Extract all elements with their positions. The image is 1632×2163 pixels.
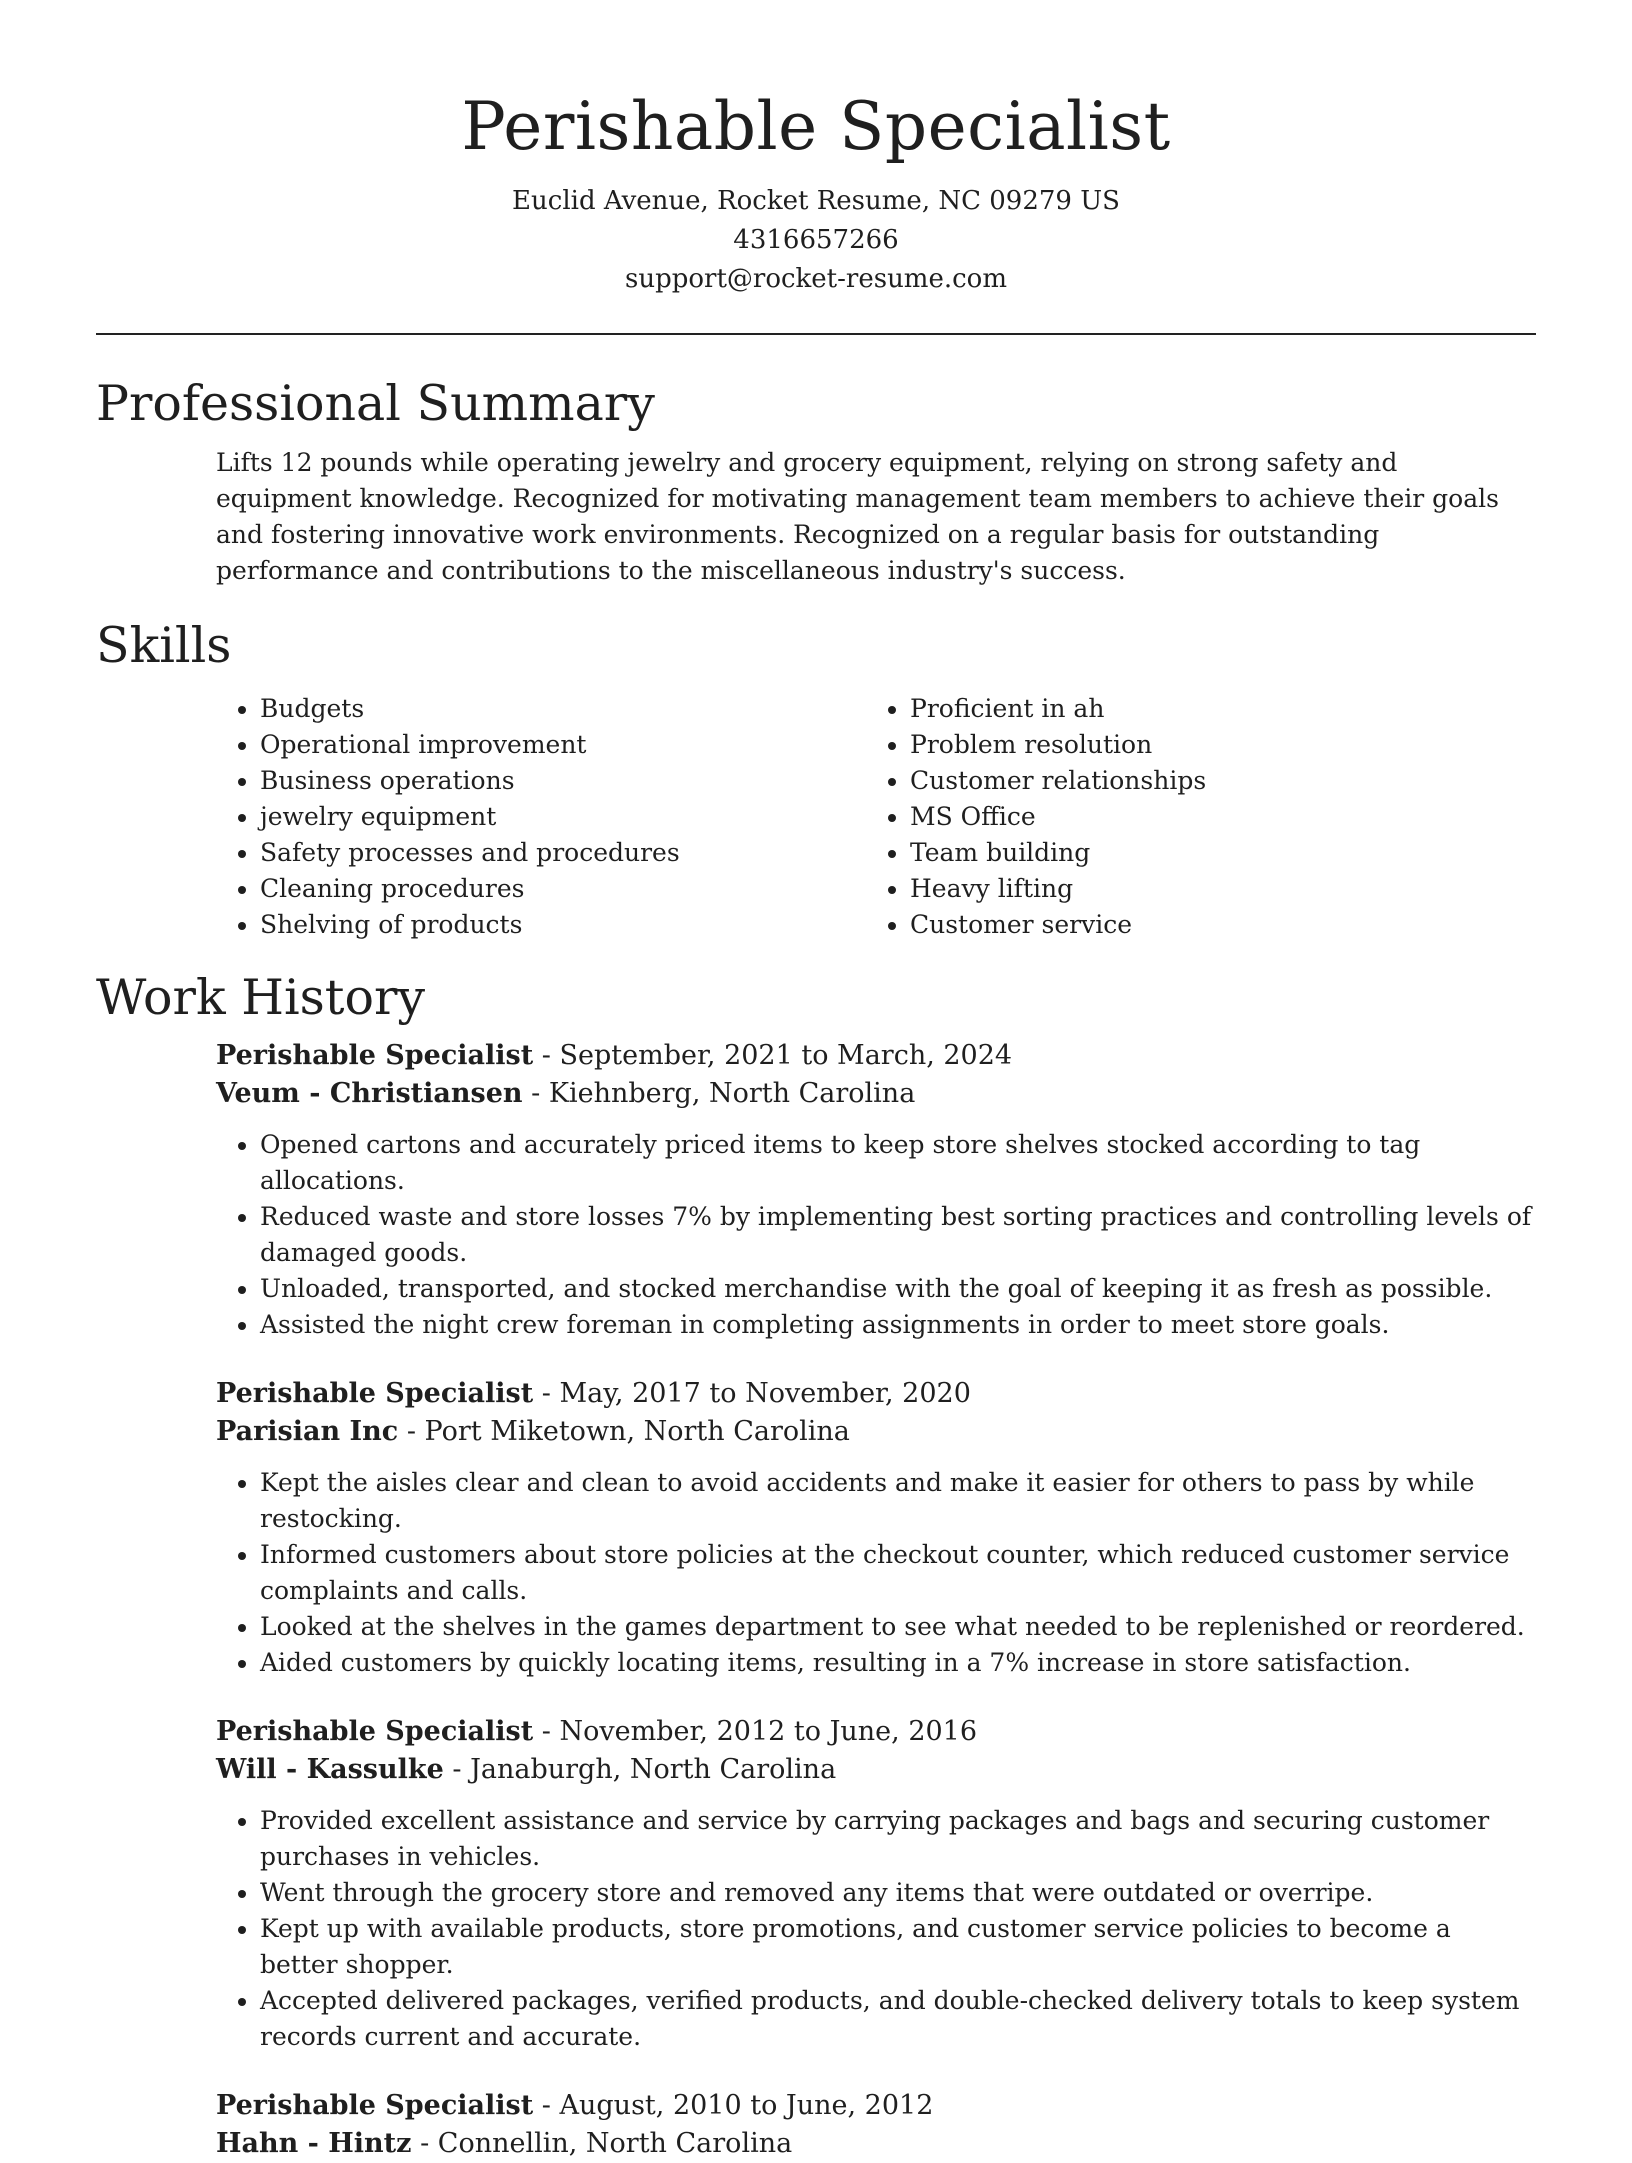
phone-number: 4316657266	[733, 225, 899, 255]
skill-item: • Team building	[910, 835, 1206, 871]
email-address: support@rocket-resume.com	[624, 264, 1007, 294]
job-company-line	[216, 1413, 1536, 1451]
job-company: Veum - Christiansen	[216, 1078, 523, 1109]
job-location: Janaburgh, North Carolina	[470, 1754, 837, 1785]
job-entry	[216, 1037, 1536, 1343]
contact-info	[96, 182, 1536, 299]
separator: -	[398, 1416, 425, 1447]
separator: -	[533, 1716, 560, 1747]
separator: -	[522, 1078, 549, 1109]
job-duty: • Looked at the shelves in the games department to see what needed to be replenished or reordered.	[260, 1609, 1536, 1645]
job-duty: • Reduced waste and store losses 7% by implementing best sorting practices and controlling levels of damaged goods.	[260, 1199, 1536, 1271]
job-entry	[216, 2087, 1536, 2163]
skills-list	[216, 691, 1536, 943]
job-company: Will - Kassulke	[216, 1754, 444, 1785]
summary-heading: Professional Summary	[96, 375, 655, 432]
skill-item: • Operational improvement	[260, 727, 866, 763]
skill-item: • Business operations	[260, 763, 866, 799]
skill-item: • Problem resolution	[910, 727, 1206, 763]
job-duty: • Kept up with available products, store promotions, and customer service policies to become a better shopper.	[260, 1911, 1536, 1983]
job-title-line	[216, 1037, 1536, 1075]
job-duties	[216, 1803, 1536, 2055]
job-duty: • Unloaded, transported, and stocked merchandise with the goal of keeping it as fresh as possible.	[260, 1271, 1536, 1307]
skill-item: • Cleaning procedures	[260, 871, 866, 907]
summary-text: Lifts 12 pounds while operating jewelry and grocery equipment, relying on strong safety and equipment knowledge. Recognized for motivating management team members to achieve their goals and fostering innovative work environments. Recognized on a regular basis for outstanding performance and contributions to the miscellaneous industry's success.	[216, 448, 1499, 585]
skills-heading: Skills	[96, 617, 232, 674]
job-title-line	[216, 1713, 1536, 1751]
job-entry	[216, 1713, 1536, 2055]
header-divider	[96, 333, 1536, 335]
job-title-line	[216, 2087, 1536, 2125]
resume-header	[96, 0, 1536, 299]
job-role: Perishable Specialist	[216, 1040, 534, 1071]
skills-column-2	[866, 691, 1206, 943]
job-location: Connellin, North Carolina	[437, 2128, 793, 2159]
separator: -	[533, 1040, 560, 1071]
job-duties	[216, 1127, 1536, 1343]
work-history-heading: Work History	[96, 969, 426, 1026]
separator: -	[443, 1754, 471, 1785]
job-location: Port Miketown, North Carolina	[424, 1416, 850, 1447]
job-role: Perishable Specialist	[216, 1378, 534, 1409]
job-duty: • Aided customers by quickly locating items, resulting in a 7% increase in store satisfaction.	[260, 1645, 1536, 1681]
candidate-name: Perishable Specialist	[461, 88, 1171, 165]
job-company-line	[216, 2125, 1536, 2163]
job-dates: September, 2021 to March, 2024	[559, 1040, 1013, 1071]
skill-item: • Budgets	[260, 691, 866, 727]
skill-item: • Customer relationships	[910, 763, 1206, 799]
skills-column-1	[216, 691, 866, 943]
skill-item: • jewelry equipment	[260, 799, 866, 835]
skill-item: • Safety processes and procedures	[260, 835, 866, 871]
job-entry	[216, 1375, 1536, 1681]
job-company: Parisian Inc	[216, 1416, 399, 1447]
job-duty: • Informed customers about store policies at the checkout counter, which reduced customer service complaints and calls.	[260, 1537, 1536, 1609]
job-dates: August, 2010 to June, 2012	[559, 2090, 934, 2121]
job-duty: • Provided excellent assistance and service by carrying packages and bags and securing customer purchases in vehicles.	[260, 1803, 1536, 1875]
separator: -	[411, 2128, 438, 2159]
skill-item: • MS Office	[910, 799, 1206, 835]
job-role: Perishable Specialist	[216, 2090, 534, 2121]
resume-page	[96, 0, 1536, 2163]
job-company-line	[216, 1751, 1536, 1789]
job-dates: November, 2012 to June, 2016	[559, 1716, 978, 1747]
skill-item: • Shelving of products	[260, 907, 866, 943]
job-duties	[216, 1465, 1536, 1681]
job-location: Kiehnberg, North Carolina	[548, 1078, 916, 1109]
job-duty: • Went through the grocery store and removed any items that were outdated or overripe.	[260, 1875, 1536, 1911]
job-title-line	[216, 1375, 1536, 1413]
skill-item: • Customer service	[910, 907, 1206, 943]
address: Euclid Avenue, Rocket Resume, NC 09279 US	[512, 186, 1120, 216]
job-duty: • Assisted the night crew foreman in completing assignments in order to meet store goals.	[260, 1307, 1536, 1343]
skill-item: • Heavy lifting	[910, 871, 1206, 907]
job-duty: • Accepted delivered packages, verified products, and double-checked delivery totals to keep system records current and accurate.	[260, 1983, 1536, 2055]
job-company: Hahn - Hintz	[216, 2128, 412, 2159]
job-dates: May, 2017 to November, 2020	[559, 1378, 971, 1409]
separator: -	[533, 1378, 560, 1409]
skill-item: • Proficient in ah	[910, 691, 1206, 727]
job-role: Perishable Specialist	[216, 1716, 534, 1747]
job-duty: • Kept the aisles clear and clean to avoid accidents and make it easier for others to pass by while restocking.	[260, 1465, 1536, 1537]
job-company-line	[216, 1075, 1536, 1113]
job-duty: • Opened cartons and accurately priced items to keep store shelves stocked according to tag allocations.	[260, 1127, 1536, 1199]
separator: -	[533, 2090, 560, 2121]
